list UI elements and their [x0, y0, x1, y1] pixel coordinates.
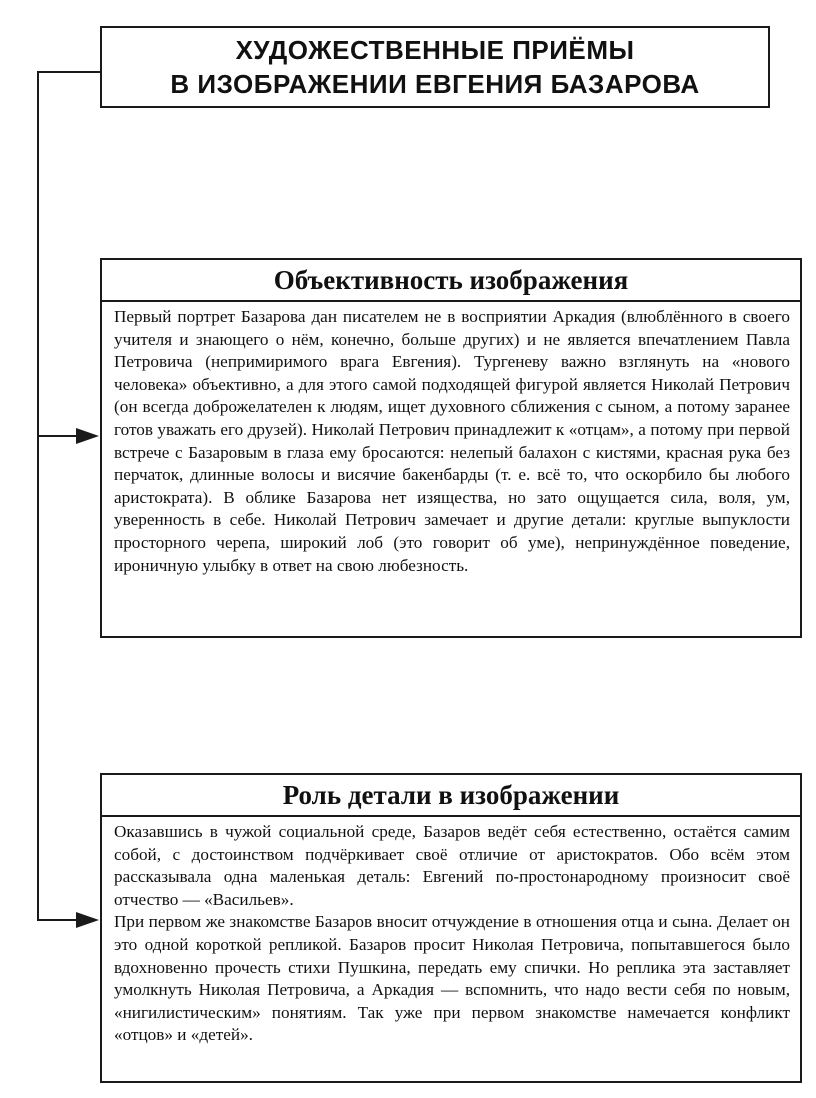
section-paragraph: Первый портрет Базарова дан писателем не в восприятии Аркадия (влюблённого в своего учителя и знающего о нём, конечно, больше других) и не является впечатлением Павла Петровича (непримиримого врага Евгения). Тургеневу важно взглянуть на «нового человека» объективно, а для этого самой подходящей фигурой является Николай Петрович (он всегда доброжелателен к людям, ищет духовного сближения с сыном, а потому заранее готов уважать его друзей). Николай Петрович принадлежит к «отцам», а потому при первой встрече с Базаровым в глаза ему бросаются: нелепый балахон с кистями, красная рука без перчаток, длинные волосы и висячие бакенбарды (т. е. всё то, что оскорбило бы любого аристократа). В облике Базарова нет изящества, но зато ощущается сила, воля, ум, уверенность в себе. Николай Петрович замечает и другие детали: круглые выпуклости просторного черепа, широкий лоб (это говорит об уме), непринуждённое поведение, ироничную улыбку в ответ на свою любезность.: [114, 307, 790, 575]
arrow-head-2: [76, 912, 99, 928]
title-line-2: В ИЗОБРАЖЕНИИ ЕВГЕНИЯ БАЗАРОВА: [170, 69, 700, 99]
section-heading: Роль детали в изображении: [102, 775, 800, 817]
section-body: [102, 302, 800, 583]
section-body: [102, 817, 800, 1053]
section-detail-role: [100, 773, 802, 1083]
section-heading: Объективность изображения: [102, 260, 800, 302]
section-paragraph: При первом же знакомстве Базаров вносит отчуждение в отношения отца и сына. Делает он это одной короткой репликой. Базаров просит Николая Петровича, попытавшегося было вдохновенно прочесть стихи Пушкина, передать ему спички. Но реплика эта заставляет умолкнуть Николая Петровича, а Аркадия — вспомнить, что надо вести себя по новым, «нигилистическим» понятиям. Так уже при первом знакомстве намечается конфликт «отцов» и «детей».: [114, 912, 790, 1045]
arrow-head-1: [76, 428, 99, 444]
section-paragraph: Оказавшись в чужой социальной среде, Базаров ведёт себя естественно, остаётся самим собой, с достоинством подчёркивает своё отличие от аристократов. Обо всём этом рассказывала одна маленькая деталь: Евгений по-простонародному произносит своё отчество — «Васильев».: [114, 822, 790, 909]
section-objectivity: [100, 258, 802, 638]
diagram-title: [100, 26, 770, 108]
title-line-1: ХУДОЖЕСТВЕННЫЕ ПРИЁМЫ: [235, 35, 635, 65]
